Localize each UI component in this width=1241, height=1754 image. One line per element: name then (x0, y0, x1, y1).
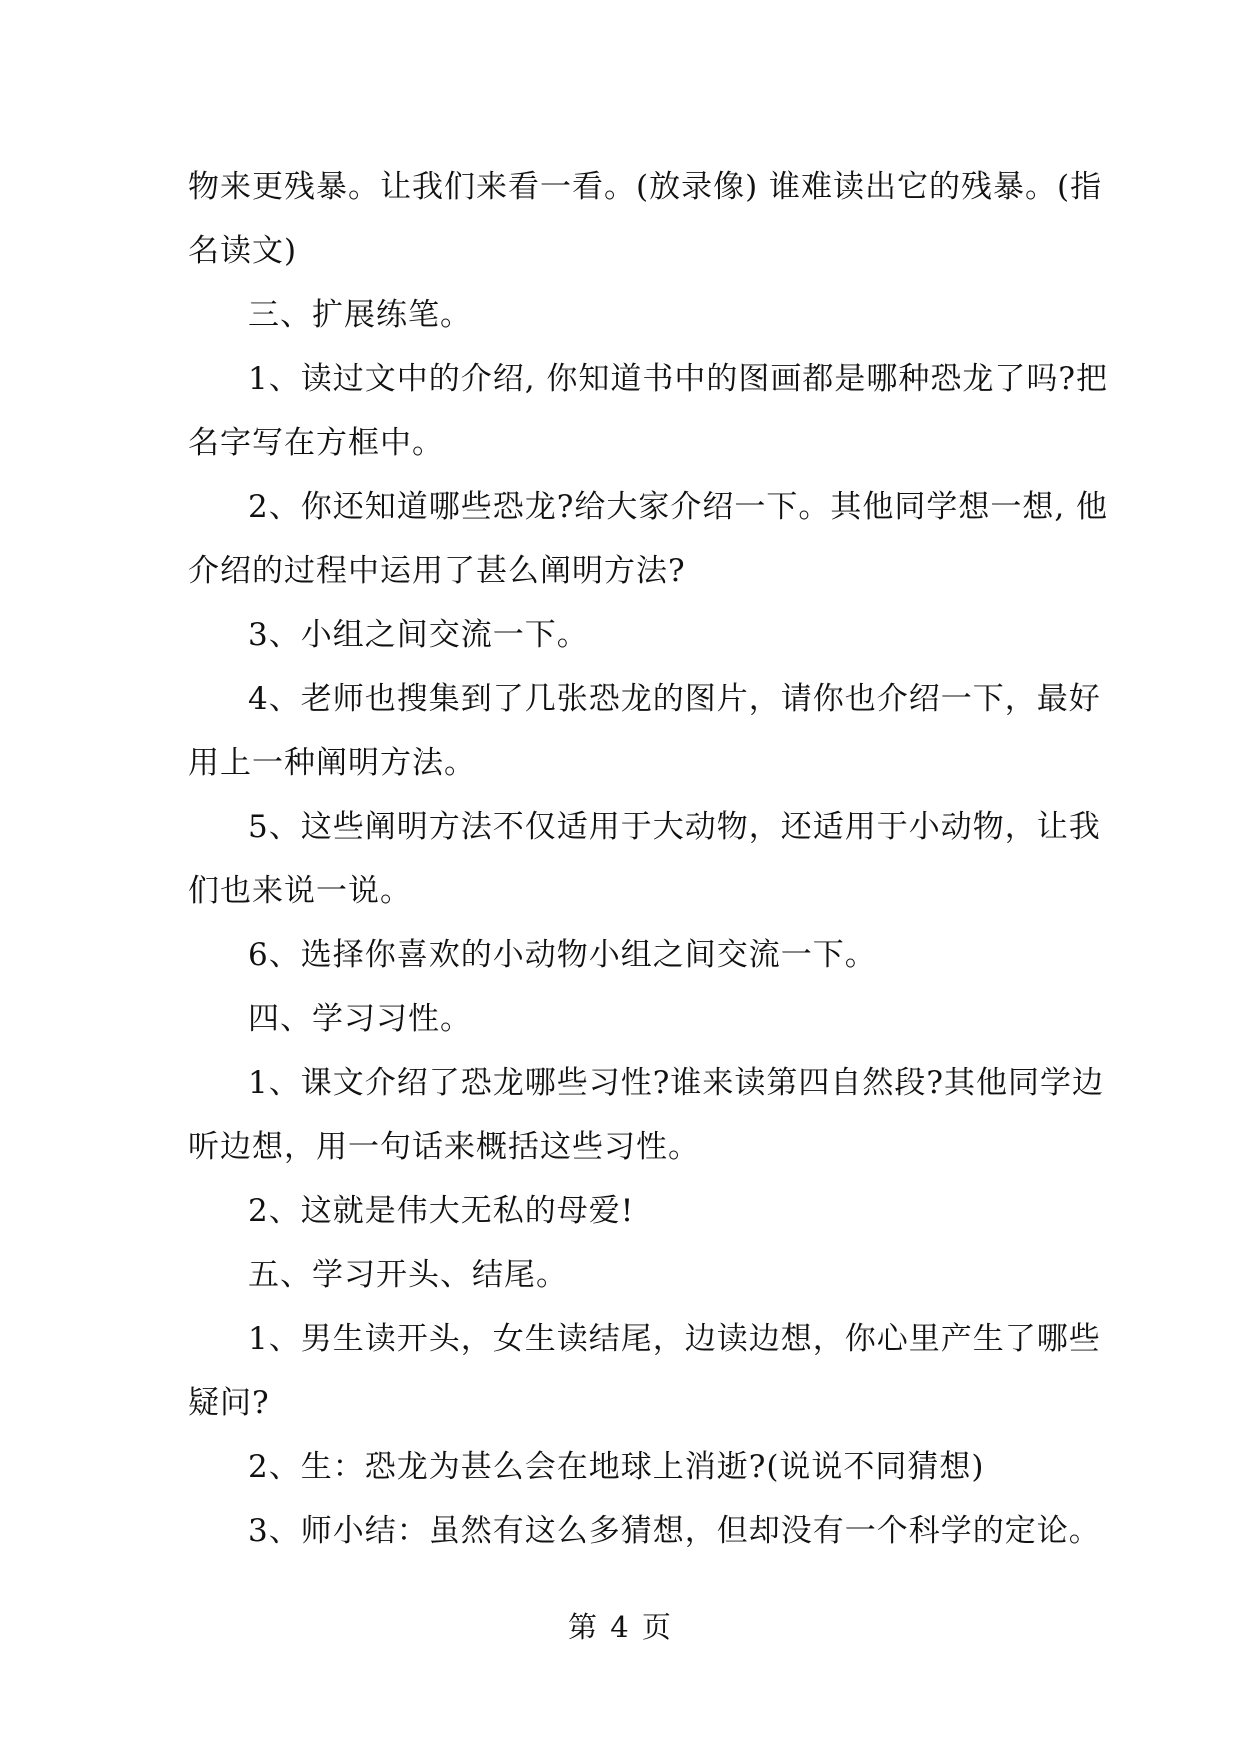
text-line: 2、你还知道哪些恐龙?给大家介绍一下。其他同学想一想, 他 (248, 489, 1109, 525)
text-line: 听边想，用一句话来概括这些习性。 (188, 1129, 700, 1165)
text-line: 1、课文介绍了恐龙哪些习性?谁来读第四自然段?其他同学边 (248, 1065, 1104, 1101)
document-body (188, 155, 1109, 1563)
page-number: 第 4 页 (568, 1610, 673, 1644)
text-line: 4、老师也搜集到了几张恐龙的图片，请你也介绍一下，最好 (248, 681, 1101, 717)
text-line: 2、这就是伟大无私的母爱! (248, 1193, 635, 1229)
text-line: 2、生：恐龙为甚么会在地球上消逝?(说说不同猜想) (248, 1449, 985, 1485)
section-heading: 三、扩展练笔。 (248, 297, 472, 333)
text-line: 名字写在方框中。 (188, 425, 444, 461)
text-line: 5、这些阐明方法不仅适用于大动物，还适用于小动物，让我 (248, 809, 1101, 845)
text-line: 3、师小结：虽然有这么多猜想，但却没有一个科学的定论。 (248, 1513, 1101, 1549)
text-line: 物来更残暴。让我们来看一看。(放录像) 谁难读出它的残暴。(指 (188, 169, 1103, 205)
text-line: 们也来说一说。 (188, 873, 412, 909)
text-line: 1、读过文中的介绍, 你知道书中的图画都是哪种恐龙了吗?把 (248, 361, 1109, 397)
text-line: 介绍的过程中运用了甚么阐明方法? (188, 553, 686, 589)
text-line: 疑问? (188, 1385, 270, 1421)
text-line: 用上一种阐明方法。 (188, 745, 476, 781)
text-line: 名读文) (188, 233, 298, 269)
text-line: 3、小组之间交流一下。 (248, 617, 589, 653)
text-line: 1、男生读开头，女生读结尾，边读边想，你心里产生了哪些 (248, 1321, 1101, 1357)
section-heading: 五、学习开头、结尾。 (248, 1257, 568, 1293)
section-heading: 四、学习习性。 (248, 1001, 472, 1037)
text-line: 6、选择你喜欢的小动物小组之间交流一下。 (248, 937, 877, 973)
